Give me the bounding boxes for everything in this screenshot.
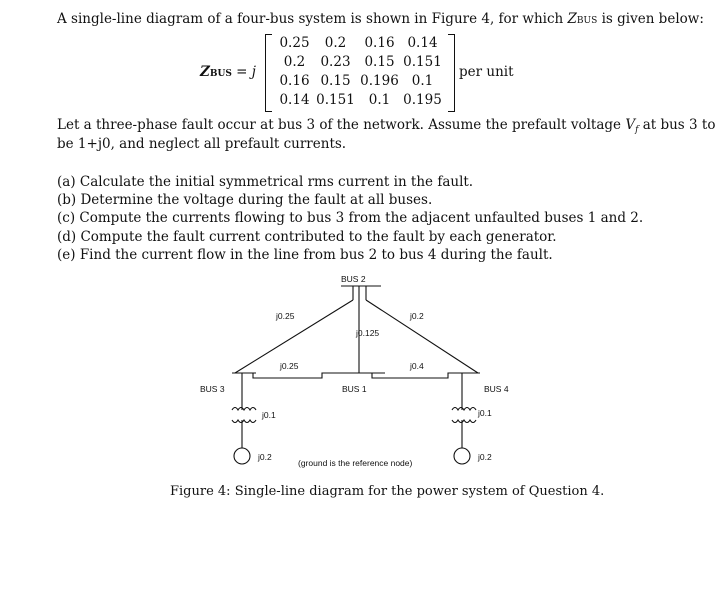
line-2-1-impedance: j0.125 xyxy=(356,328,380,338)
line-3-2-impedance: j0.25 xyxy=(276,311,295,321)
line-3-1-impedance: j0.25 xyxy=(280,361,299,371)
figure-caption: Figure 4: Single-line diagram for the power system of Question 4. xyxy=(170,484,605,499)
matrix-cell: 0.14 xyxy=(407,35,438,51)
matrix-cell: 0.196 xyxy=(360,73,399,89)
matrix-bracket-left xyxy=(265,34,272,112)
generator-right-icon xyxy=(454,448,470,464)
zbus-matrix xyxy=(200,34,520,112)
intro-z: Z xyxy=(567,11,577,27)
matrix-cell: 0.15 xyxy=(364,54,395,70)
matrix-cell: 0.25 xyxy=(279,35,310,51)
xfmr-left-secondary xyxy=(232,420,256,423)
intro-before: A single-line diagram of a four-bus system is shown in Figure 4, for which xyxy=(57,11,568,27)
bus4-label: BUS 4 xyxy=(484,384,509,394)
question-c: (c) Compute the currents flowing to bus 3 from the adjacent unfaulted buses 1 and 2. xyxy=(57,210,644,226)
matrix-cell: 0.1 xyxy=(411,73,434,89)
matrix-cell: 0.151 xyxy=(403,54,442,70)
matrix-cell: 0.1 xyxy=(368,92,391,108)
gen-right-impedance: j0.2 xyxy=(478,452,492,462)
question-a: (a) Calculate the initial symmetrical rms current in the fault. xyxy=(57,174,474,190)
xfmr-right-impedance: j0.1 xyxy=(478,408,492,418)
fault-text-line2: be 1+j0, and neglect all prefault currents. xyxy=(57,136,347,152)
line-2-4-impedance: j0.2 xyxy=(410,311,424,321)
matrix-unit: per unit xyxy=(459,64,514,80)
matrix-cell: 0.15 xyxy=(320,73,351,89)
line-1-4-impedance: j0.4 xyxy=(410,361,424,371)
intro-after: is given below: xyxy=(597,11,704,27)
zbus-label: ZBUS = j xyxy=(200,64,256,80)
question-e: (e) Find the current flow in the line from bus 2 to bus 4 during the fault. xyxy=(57,247,553,263)
single-line-diagram xyxy=(0,265,700,480)
ground-note: (ground is the reference node) xyxy=(298,458,413,468)
matrix-cell: 0.14 xyxy=(279,92,310,108)
bus3-label: BUS 3 xyxy=(200,384,225,394)
matrix-cell: 0.2 xyxy=(324,35,347,51)
question-d: (d) Compute the fault current contributed to the fault by each generator. xyxy=(57,229,557,245)
matrix-cell: 0.2 xyxy=(283,54,306,70)
matrix-cell: 0.23 xyxy=(320,54,351,70)
line-3-1 xyxy=(253,373,340,378)
bus2-label: BUS 2 xyxy=(341,274,366,284)
xfmr-right-primary xyxy=(452,408,476,411)
bus1-label: BUS 1 xyxy=(342,384,367,394)
intro-z-sub: BUS xyxy=(576,16,598,26)
matrix-cell: 0.151 xyxy=(316,92,355,108)
matrix-bracket-right xyxy=(448,34,455,112)
matrix-cell: 0.16 xyxy=(364,35,395,51)
xfmr-left-impedance: j0.1 xyxy=(262,410,276,420)
matrix-cell: 0.16 xyxy=(279,73,310,89)
line-1-4 xyxy=(372,373,455,378)
generator-left-icon xyxy=(234,448,250,464)
matrix-cell: 0.195 xyxy=(403,92,442,108)
gen-left-impedance: j0.2 xyxy=(258,452,272,462)
xfmr-right-secondary xyxy=(452,420,476,423)
xfmr-left-primary xyxy=(232,408,256,411)
question-b: (b) Determine the voltage during the fault at all buses. xyxy=(57,192,433,208)
fault-text-line1: Let a three-phase fault occur at bus 3 of the network. Assume the prefault voltage $V_f$ at bus 3 to xyxy=(57,117,715,135)
intro-text xyxy=(57,10,704,31)
